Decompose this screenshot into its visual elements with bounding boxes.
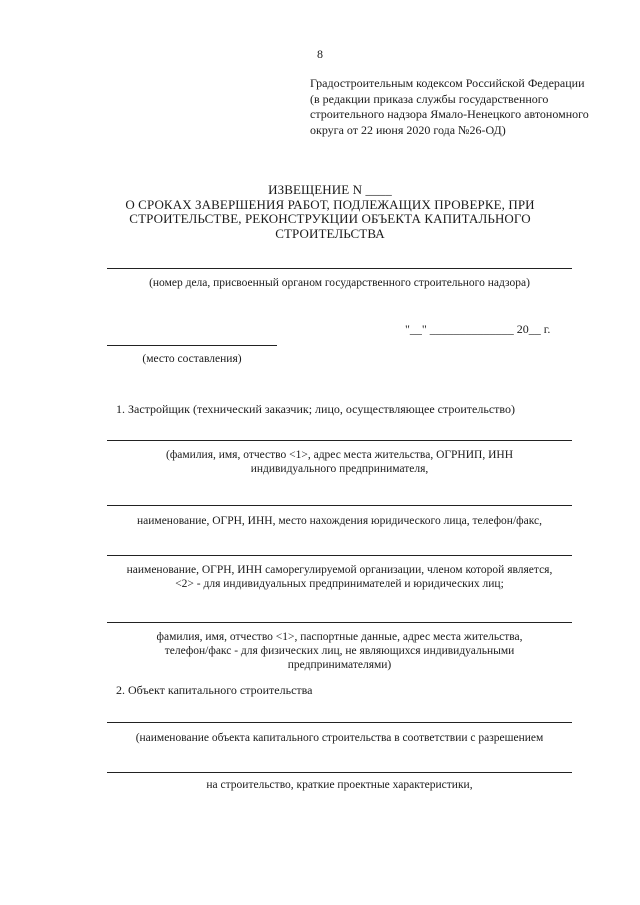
fill-line — [107, 440, 572, 441]
caption-object-characteristics: на строительство, краткие проектные характеристики, — [206, 779, 473, 791]
fill-line — [107, 622, 572, 623]
header-line: округа от 22 июня 2020 года №26-ОД) — [310, 122, 506, 137]
caption-line: фамилия, имя, отчество <1>, паспортные данные, адрес места жительства, — [156, 631, 523, 643]
page-number: 8 — [317, 47, 323, 61]
caption-individual-entrepreneur — [107, 448, 572, 476]
date-line: "__" ______________ 20__ г. — [405, 322, 551, 336]
fill-line — [107, 772, 572, 773]
document-title — [110, 183, 550, 241]
document-header — [310, 76, 610, 138]
header-line: Градостроительным кодексом Российской Федерации — [310, 76, 585, 90]
fill-line — [107, 505, 572, 506]
title-line: СТРОИТЕЛЬСТВЕ, РЕКОНСТРУКЦИИ ОБЪЕКТА КАПИТАЛЬНОГО — [129, 211, 531, 226]
case-number-line — [107, 268, 572, 269]
section-2-heading: 2. Объект капитального строительства — [116, 683, 313, 697]
title-line: ИЗВЕЩЕНИЕ N ____ — [268, 182, 392, 197]
place-caption: (место составления) — [142, 353, 242, 365]
caption-line: индивидуального предпринимателя, — [250, 463, 429, 475]
caption-sro — [107, 563, 572, 591]
caption-line: телефон/факс - для физических лиц, не являющихся индивидуальными — [164, 645, 515, 657]
header-line: (в редакции приказа службы государственного — [310, 91, 549, 106]
caption-line: предпринимателями) — [287, 659, 392, 671]
case-number-caption: (номер дела, присвоенный органом государственного строительного надзора) — [149, 277, 530, 289]
caption-line: (фамилия, имя, отчество <1>, адрес места жительства, ОГРНИП, ИНН — [166, 449, 513, 461]
header-line: строительного надзора Ямало-Ненецкого автономного — [310, 107, 589, 121]
fill-line — [107, 555, 572, 556]
title-line: О СРОКАХ ЗАВЕРШЕНИЯ РАБОТ, ПОДЛЕЖАЩИХ ПРОВЕРКЕ, ПРИ — [125, 196, 535, 212]
caption-line: <2> - для индивидуальных предпринимателей и юридических лиц; — [175, 578, 504, 590]
section-1-heading: 1. Застройщик (технический заказчик; лицо, осуществляющее строительство) — [116, 402, 515, 416]
caption-legal-entity: наименование, ОГРН, ИНН, место нахождения юридического лица, телефон/факс, — [137, 515, 542, 527]
place-line — [107, 345, 277, 346]
caption-object-name: (наименование объекта капитального строительства в соответствии с разрешением — [135, 732, 544, 744]
title-line: СТРОИТЕЛЬСТВА — [275, 225, 385, 241]
caption-line: наименование, ОГРН, ИНН саморегулируемой организации, членом которой является, — [126, 564, 553, 576]
caption-natural-person — [107, 630, 572, 672]
fill-line — [107, 722, 572, 723]
